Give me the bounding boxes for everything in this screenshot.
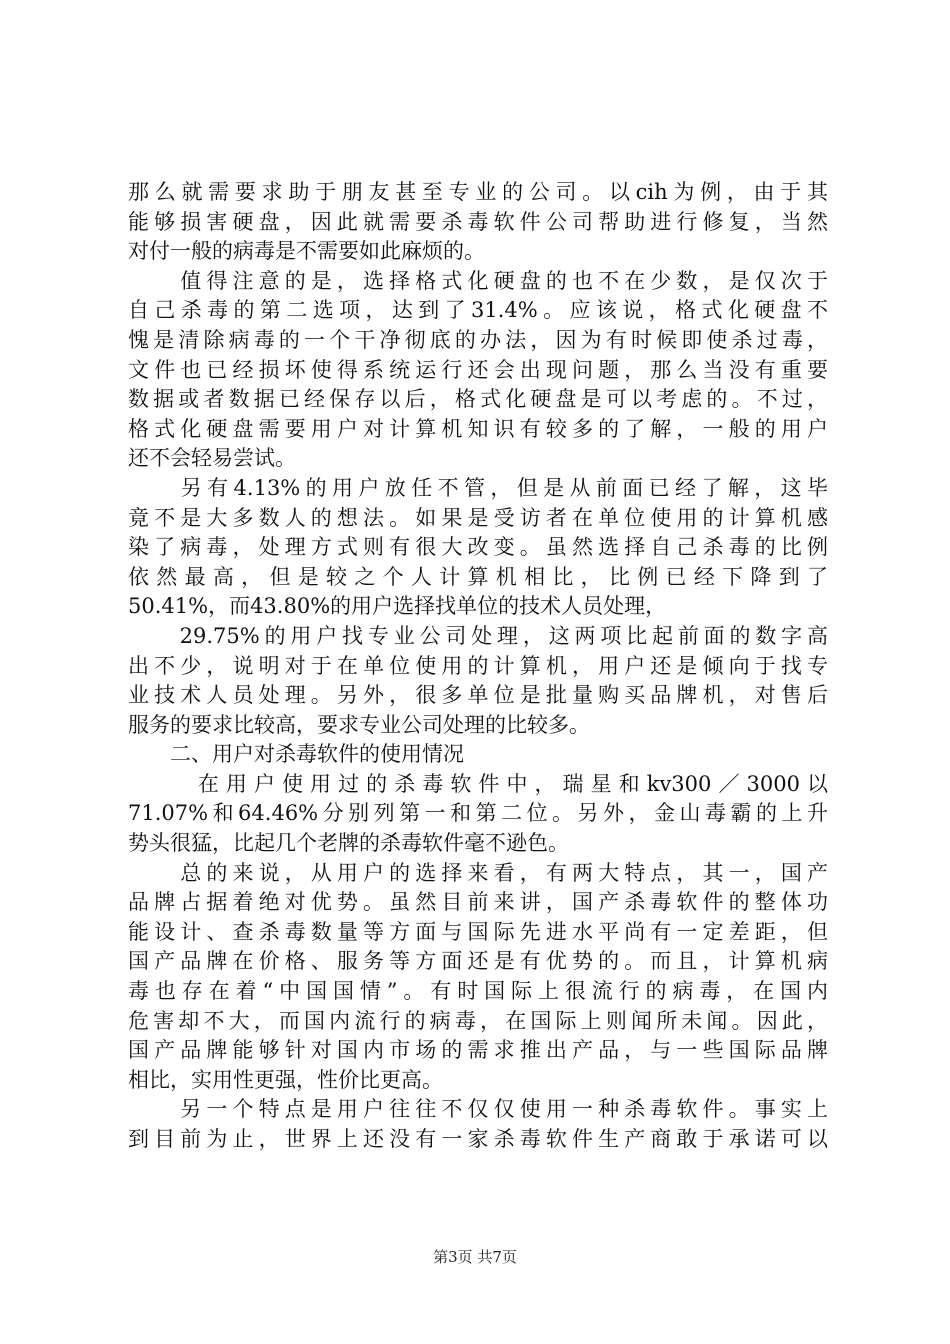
text-line: 相比，实用性更强，性价比更高。 — [128, 1067, 443, 1092]
text-line: 50.41%，而43.80%的用户选择找单位的技术人员处理， — [128, 594, 667, 619]
text-line: 能够损害硬盘，因此就需要杀毒软件公司帮助进行修复，当然 — [128, 209, 828, 234]
text-line: 危害却不大，而国内流行的病毒，在国际上则闻所未闻。因此， — [128, 1008, 828, 1033]
document-body — [128, 178, 828, 1155]
text-line: 品牌占据着绝对优势。虽然目前来讲，国产杀毒软件的整体功 — [128, 890, 828, 915]
text-line: 毒也存在着“中国国情”。有时国际上很流行的病毒，在国内 — [128, 979, 828, 1004]
text-line: 国产品牌在价格、服务等方面还是有优势的。而且，计算机病 — [128, 949, 828, 974]
text-line: 另一个特点是用户往往不仅仅使用一种杀毒软件。事实上 — [128, 1097, 828, 1122]
text-line: 能设计、查杀毒数量等方面与国际先进水平尚有一定差距，但 — [128, 919, 828, 944]
text-line: 总的来说，从用户的选择来看，有两大特点，其一，国产 — [128, 860, 828, 885]
text-line: 竟不是大多数人的想法。如果是受访者在单位使用的计算机感 — [128, 505, 828, 530]
text-line: 势头很猛，比起几个老牌的杀毒软件毫不逊色。 — [128, 831, 569, 856]
text-line: 服务的要求比较高，要求专业公司处理的比较多。 — [128, 712, 590, 737]
text-line: 业技术人员处理。另外，很多单位是批量购买品牌机，对售后 — [128, 683, 828, 708]
text-line: 染了病毒，处理方式则有很大改变。虽然选择自己杀毒的比例 — [128, 535, 828, 560]
text-line: 国产品牌能够针对国内市场的需求推出产品，与一些国际品牌 — [128, 1038, 828, 1063]
text-line: 到目前为止，世界上还没有一家杀毒软件生产商敢于承诺可以 — [128, 1127, 828, 1151]
text-line: 依然最高，但是较之个人计算机相比，比例已经下降到了 — [128, 564, 828, 589]
text-line: 数据或者数据已经保存以后，格式化硬盘是可以考虑的。不过， — [128, 387, 828, 412]
text-line: 值得注意的是，选择格式化硬盘的也不在少数，是仅次于 — [128, 268, 828, 293]
text-line: 那么就需要求助于朋友甚至专业的公司。以cih为例，由于其 — [128, 180, 828, 204]
text-line: 对付一般的病毒是不需要如此麻烦的。 — [128, 239, 485, 264]
text-line: 愧是清除病毒的一个干净彻底的办法，因为有时候即使杀过毒， — [128, 327, 828, 352]
page-footer: 第3页 共7页 — [433, 1248, 517, 1266]
text-line: 另有4.13%的用户放任不管，但是从前面已经了解，这毕 — [128, 475, 828, 500]
text-line: 还不会轻易尝试。 — [128, 446, 296, 471]
text-line: 在用户使用过的杀毒软件中，瑞星和kv300／3000以 — [128, 771, 828, 796]
text-line: 71.07%和64.46%分别列第一和第二位。另外，金山毒霸的上升 — [128, 801, 828, 826]
text-line: 出不少，说明对于在单位使用的计算机，用户还是倾向于找专 — [128, 653, 828, 678]
text-line: 29.75%的用户找专业公司处理，这两项比起前面的数字高 — [128, 623, 828, 648]
text-line: 二、用户对杀毒软件的使用情况 — [128, 742, 464, 767]
text-line: 格式化硬盘需要用户对计算机知识有较多的了解，一般的用户 — [128, 416, 828, 441]
text-line: 自己杀毒的第二选项，达到了31.4%。应该说，格式化硬盘不 — [128, 298, 828, 323]
text-line: 文件也已经损坏使得系统运行还会出现问题，那么当没有重要 — [128, 357, 828, 382]
